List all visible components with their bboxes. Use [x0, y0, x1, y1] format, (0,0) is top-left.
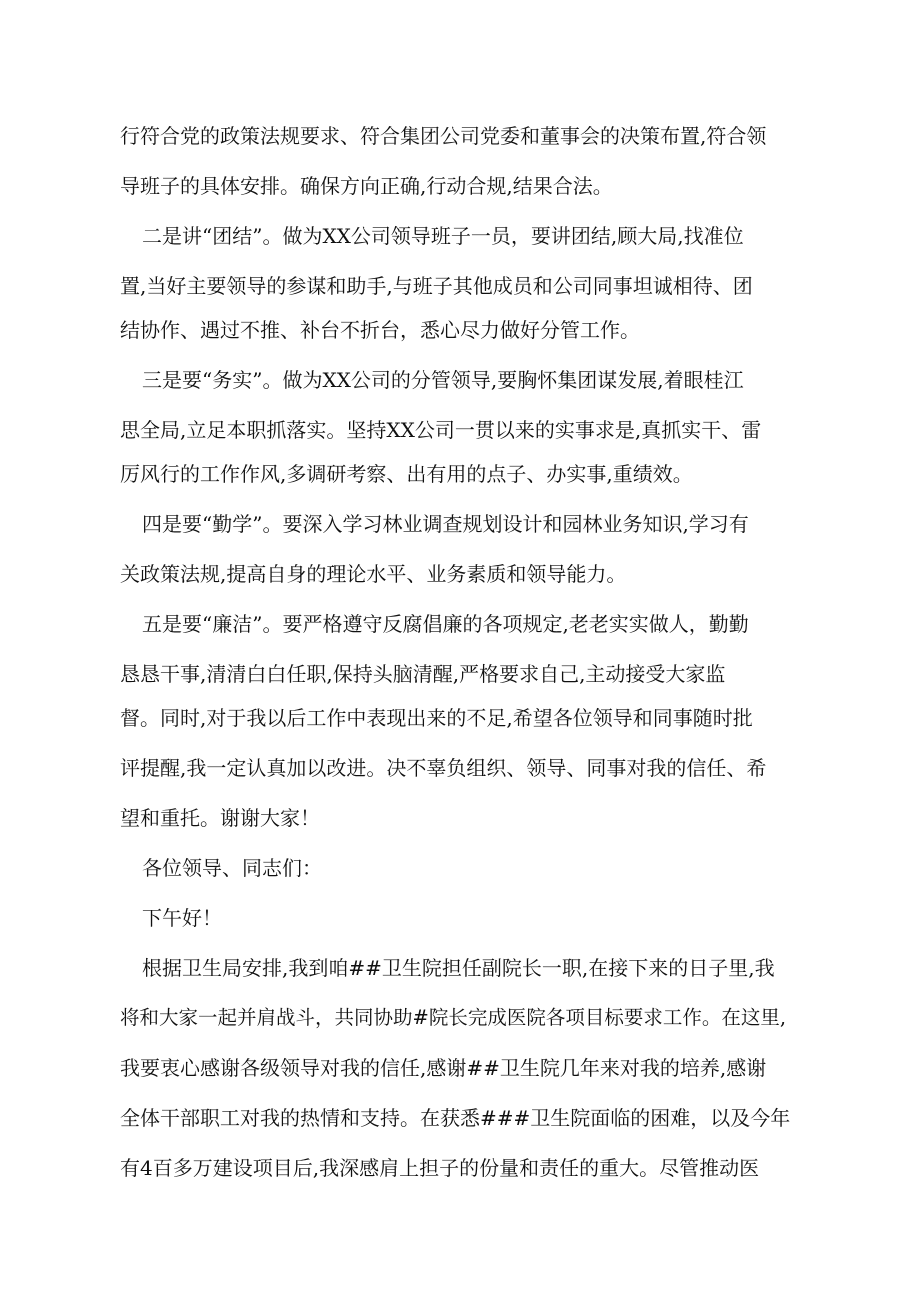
text-line: 恳恳干事,清清白白任职,保持头脑清醒,严格要求自己,主动接受大家监 [120, 662, 726, 686]
text-line: 全体干部职工对我的热情和支持。在获悉###卫生院面临的困难，以及今年 [120, 1106, 791, 1130]
text-line: 厉风行的工作作风,多调研考察、出有用的点子、办实事,重绩效。 [120, 462, 693, 486]
paragraph-start: 根据卫生局安排,我到咱##卫生院担任副院长一职,在接下来的日子里,我 [142, 956, 775, 980]
text-line: 我要衷心感谢各级领导对我的信任,感谢##卫生院几年来对我的培养,感谢 [120, 1056, 767, 1080]
greeting: 下午好！ [142, 906, 222, 930]
text-line: 督。同时,对于我以后工作中表现出来的不足,希望各位领导和同事随时批 [120, 706, 753, 730]
paragraph-start: 五是要“廉洁”。要严格遵守反腐倡廉的各项规定,老老实实做人，勤勤 [142, 612, 749, 636]
paragraph-start: 四是要“勤学”。要深入学习林业调查规划设计和园林业务知识,学习有 [142, 512, 749, 536]
text-line: 导班子的具体安排。确保方向正确,行动合规,结果合法。 [120, 174, 613, 198]
text-line: 置,当好主要领导的参谋和助手,与班子其他成员和公司同事坦诚相待、团 [120, 274, 753, 298]
text-line: 将和大家一起并肩战斗，共同协助#院长完成医院各项目标要求工作。在这里, [120, 1006, 787, 1029]
text-line: 望和重托。谢谢大家！ [120, 806, 320, 830]
salutation: 各位领导、同志们： [142, 856, 322, 880]
text-line: 结协作、遇过不推、补台不折台，悉心尽力做好分管工作。 [120, 318, 640, 342]
text-line: 有4百多万建设项目后,我深感肩上担子的份量和责任的重大。尽管推动医 [120, 1156, 760, 1180]
text-line: 关政策法规,提高自身的理论水平、业务素质和领导能力。 [120, 562, 627, 586]
text-line: 行符合党的政策法规要求、符合集团公司党委和董事会的决策布置,符合领 [120, 124, 767, 148]
text-line: 评提醒,我一定认真加以改进。决不辜负组织、领导、同事对我的信任、希 [120, 756, 767, 780]
paragraph-start: 三是要“务实”。做为XX公司的分管领导,要胸怀集团谋发展,着眼桂江 [142, 368, 744, 392]
paragraph-start: 二是讲“团结”。做为XX公司领导班子一员，要讲团结,顾大局,找准位 [142, 224, 744, 248]
text-line: 思全局,立足本职抓落实。坚持XX公司一贯以来的实事求是,真抓实干、雷 [120, 418, 762, 442]
